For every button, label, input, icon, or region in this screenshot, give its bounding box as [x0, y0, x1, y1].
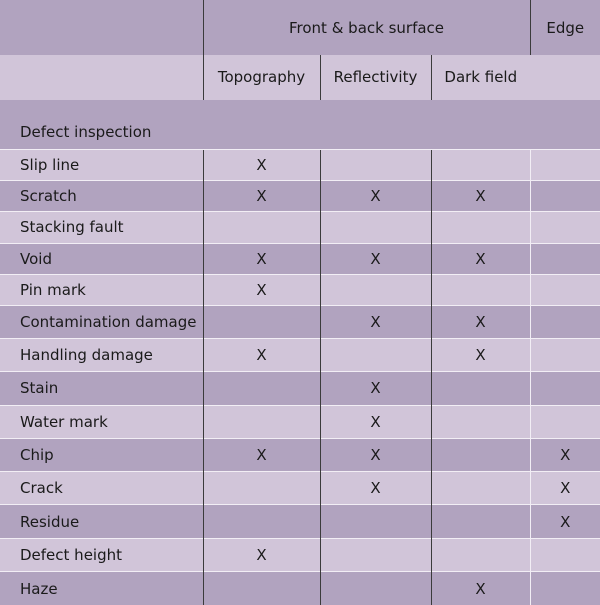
mark-cell [530, 181, 600, 212]
defect-inspection-heading: Defect inspection [20, 123, 152, 142]
mark-cell [431, 405, 530, 438]
mark-cell [431, 472, 530, 505]
mark-cell [320, 212, 431, 243]
row-label: Water mark [0, 405, 203, 438]
mark-cell: X [203, 438, 320, 471]
table-row [0, 405, 600, 438]
mark-cell [530, 372, 600, 405]
mark-cell [431, 538, 530, 571]
mark-cell [431, 212, 530, 243]
edge-subheader-blank [530, 55, 600, 100]
mark-cell [530, 150, 600, 181]
row-label: Handling damage [0, 338, 203, 371]
group-header-row [0, 0, 600, 55]
mark-cell: X [203, 538, 320, 571]
mark-cell: X [203, 338, 320, 371]
mark-cell: X [203, 181, 320, 212]
table-row [0, 150, 600, 181]
mark-cell: X [320, 181, 431, 212]
mark-cell [530, 305, 600, 338]
front-back-surface-header: Front & back surface [203, 0, 530, 55]
reflectivity-header: Reflectivity [320, 55, 431, 100]
table-row [0, 181, 600, 212]
row-label: Void [0, 243, 203, 274]
table-row [0, 505, 600, 538]
row-label: Contamination damage [0, 305, 203, 338]
mark-cell [320, 538, 431, 571]
mark-cell [320, 150, 431, 181]
row-label: Residue [0, 505, 203, 538]
table-row [0, 305, 600, 338]
mark-cell: X [320, 372, 431, 405]
mark-cell [320, 274, 431, 305]
mark-cell: X [431, 338, 530, 371]
mark-cell [203, 372, 320, 405]
mark-cell [320, 338, 431, 371]
row-label: Slip line [0, 150, 203, 181]
mark-cell: X [320, 243, 431, 274]
column-header-blank [0, 55, 203, 100]
mark-cell: X [320, 472, 431, 505]
topography-header: Topography [203, 55, 320, 100]
row-label: Crack [0, 472, 203, 505]
mark-cell [530, 338, 600, 371]
table-row [0, 472, 600, 505]
mark-cell [431, 150, 530, 181]
table-row [0, 338, 600, 371]
section-header-row [0, 100, 600, 150]
mark-cell: X [203, 243, 320, 274]
table-row [0, 538, 600, 571]
mark-cell [203, 405, 320, 438]
mark-cell [530, 572, 600, 605]
mark-cell: X [530, 505, 600, 538]
mark-cell: X [203, 274, 320, 305]
mark-cell: X [431, 572, 530, 605]
table-row [0, 243, 600, 274]
mark-cell: X [431, 243, 530, 274]
mark-cell [530, 212, 600, 243]
table-row [0, 212, 600, 243]
dark-field-header: Dark field [431, 55, 530, 100]
row-label: Defect height [0, 538, 203, 571]
row-label: Chip [0, 438, 203, 471]
row-label: Stain [0, 372, 203, 405]
mark-cell [203, 212, 320, 243]
mark-cell [431, 438, 530, 471]
mark-cell [203, 472, 320, 505]
mark-cell [203, 572, 320, 605]
mark-cell [320, 505, 431, 538]
table-row [0, 572, 600, 605]
mark-cell: X [320, 438, 431, 471]
mark-cell: X [431, 305, 530, 338]
mark-cell [530, 405, 600, 438]
corner-cell [0, 0, 203, 55]
mark-cell [203, 305, 320, 338]
mark-cell [431, 274, 530, 305]
mark-cell [203, 505, 320, 538]
table-row [0, 274, 600, 305]
mark-cell [431, 505, 530, 538]
mark-cell: X [431, 181, 530, 212]
table-row [0, 438, 600, 471]
row-label: Stacking fault [0, 212, 203, 243]
row-label: Pin mark [0, 274, 203, 305]
table-row [0, 372, 600, 405]
mark-cell: X [530, 438, 600, 471]
mark-cell [431, 372, 530, 405]
edge-header: Edge [530, 0, 600, 55]
row-label: Haze [0, 572, 203, 605]
mark-cell [530, 538, 600, 571]
mark-cell: X [320, 305, 431, 338]
row-label: Scratch [0, 181, 203, 212]
column-header-row [0, 55, 600, 100]
mark-cell [320, 572, 431, 605]
mark-cell [530, 243, 600, 274]
mark-cell [530, 274, 600, 305]
mark-cell: X [203, 150, 320, 181]
mark-cell: X [530, 472, 600, 505]
mark-cell: X [320, 405, 431, 438]
